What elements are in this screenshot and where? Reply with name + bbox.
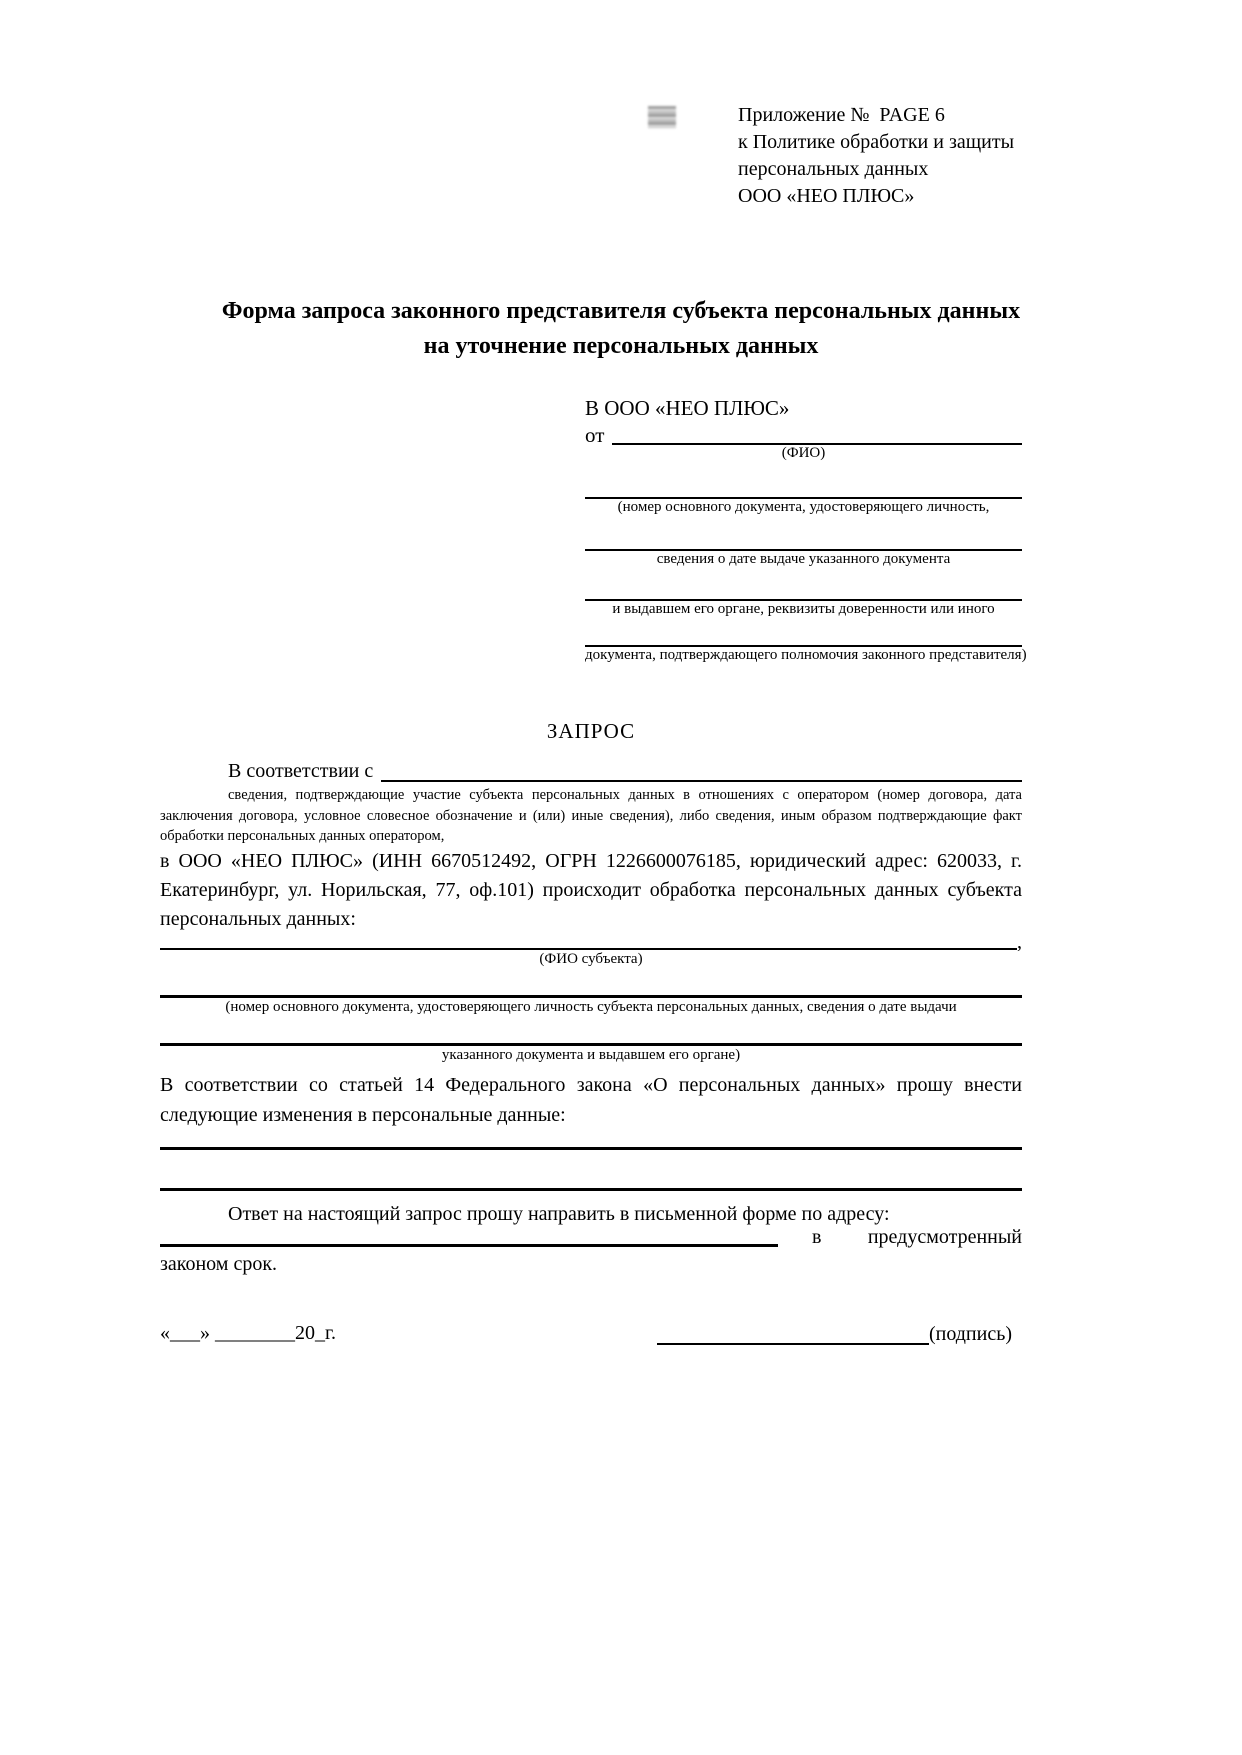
from-field — [585, 423, 1022, 445]
subject-doc-caption: указанного документа и выдавшем его органе) — [441, 1046, 741, 1063]
representative-doc-blank-line — [585, 462, 1022, 499]
representative-doc-caption: документа, подтверждающего полномочия законного представителя) — [585, 647, 1027, 663]
answer-lead-paragraph: Ответ на настоящий запрос прошу направить в письменной форме по адресу: — [228, 1202, 890, 1225]
article14-paragraph: В соответствии со статьей 14 Федерального закона «О персональных данных» прошу внести следующие изменения в персональные данные: — [160, 1073, 1022, 1126]
document-title-line1: Форма запроса законного представителя субъекта персональных данных — [221, 298, 1021, 324]
representative-doc-blank-line — [585, 618, 1022, 647]
subject-doc-blank-line — [160, 968, 1022, 998]
subject-doc-blank-line — [160, 1016, 1022, 1046]
appendix-header-line: персональных данных — [738, 158, 929, 180]
in-accordance-label: В соответствии с — [228, 760, 374, 782]
in-accordance-blank-line — [381, 780, 1022, 782]
appendix-header-line: ООО «НЕО ПЛЮС» — [738, 185, 915, 207]
changes-blank-line — [160, 1150, 1022, 1191]
representative-doc-blank-line — [585, 568, 1022, 601]
blurred-field-code-artifact — [648, 106, 676, 128]
signature-caption: (подпись) — [928, 1322, 1012, 1345]
changes-blank-line — [160, 1130, 1022, 1150]
representative-doc-blank-line — [585, 516, 1022, 551]
appendix-header-line: Приложение № PAGE 6 — [738, 104, 945, 126]
appendix-header-line: к Политике обработки и защиты — [738, 131, 1015, 153]
subject-doc-caption: (номер основного документа, удостоверяющего личность субъекта персональных данных, сведения о дате выдачи — [225, 998, 957, 1015]
answer-tail-word: в — [812, 1225, 822, 1248]
date-blank: «___» ________20_г. — [160, 1321, 336, 1344]
addressee-block — [585, 395, 1027, 664]
representative-doc-caption: (номер основного документа, удостоверяющего личность, — [617, 499, 990, 515]
answer-tail-word: предусмотренный — [867, 1225, 1022, 1248]
appendix-header — [738, 102, 1014, 210]
signature-blank-line — [657, 1325, 929, 1345]
request-heading: ЗАПРОС — [546, 719, 636, 743]
in-accordance-field — [160, 758, 1022, 782]
document-title-line2: на уточнение персональных данных — [423, 333, 819, 359]
request-body — [160, 712, 1022, 1345]
addressee-organization: В ООО «НЕО ПЛЮС» — [585, 396, 790, 420]
representative-doc-caption: сведения о дате выдаче указанного документа — [656, 551, 951, 567]
fine-print-note: сведения, подтверждающие участие субъекта персональных данных в отношениях с оператором (номер договора, дата заключения договора, условное словесное обозначение и (или) иные сведения), либо сведения, иным образом подтверждающие факт обработки персональных данных оператором, — [160, 787, 1022, 844]
subject-fio-caption: (ФИО субъекта) — [539, 950, 643, 967]
document-title — [120, 294, 1122, 364]
answer-address-blank-line — [160, 1227, 778, 1247]
date-signature-row — [160, 1319, 1022, 1345]
from-label: от — [585, 423, 605, 447]
answer-tail-line: законом срок. — [160, 1252, 278, 1275]
operator-paragraph: в ООО «НЕО ПЛЮС» (ИНН 6670512492, ОГРН 1226600076185, юридический адрес: 620033, г. Екатеринбург, ул. Норильская, 77, оф.101) происходит обработка персональных данных субъекта персональных данных: — [160, 849, 1022, 930]
representative-doc-caption: и выдавшем его органе, реквизиты доверенности или иного — [612, 601, 995, 617]
line-suffix: , — [1017, 930, 1022, 953]
signature-field — [657, 1323, 1012, 1345]
subject-fio-field — [160, 930, 1022, 953]
answer-address-field — [160, 1227, 1022, 1247]
fio-caption: (ФИО) — [781, 445, 826, 461]
